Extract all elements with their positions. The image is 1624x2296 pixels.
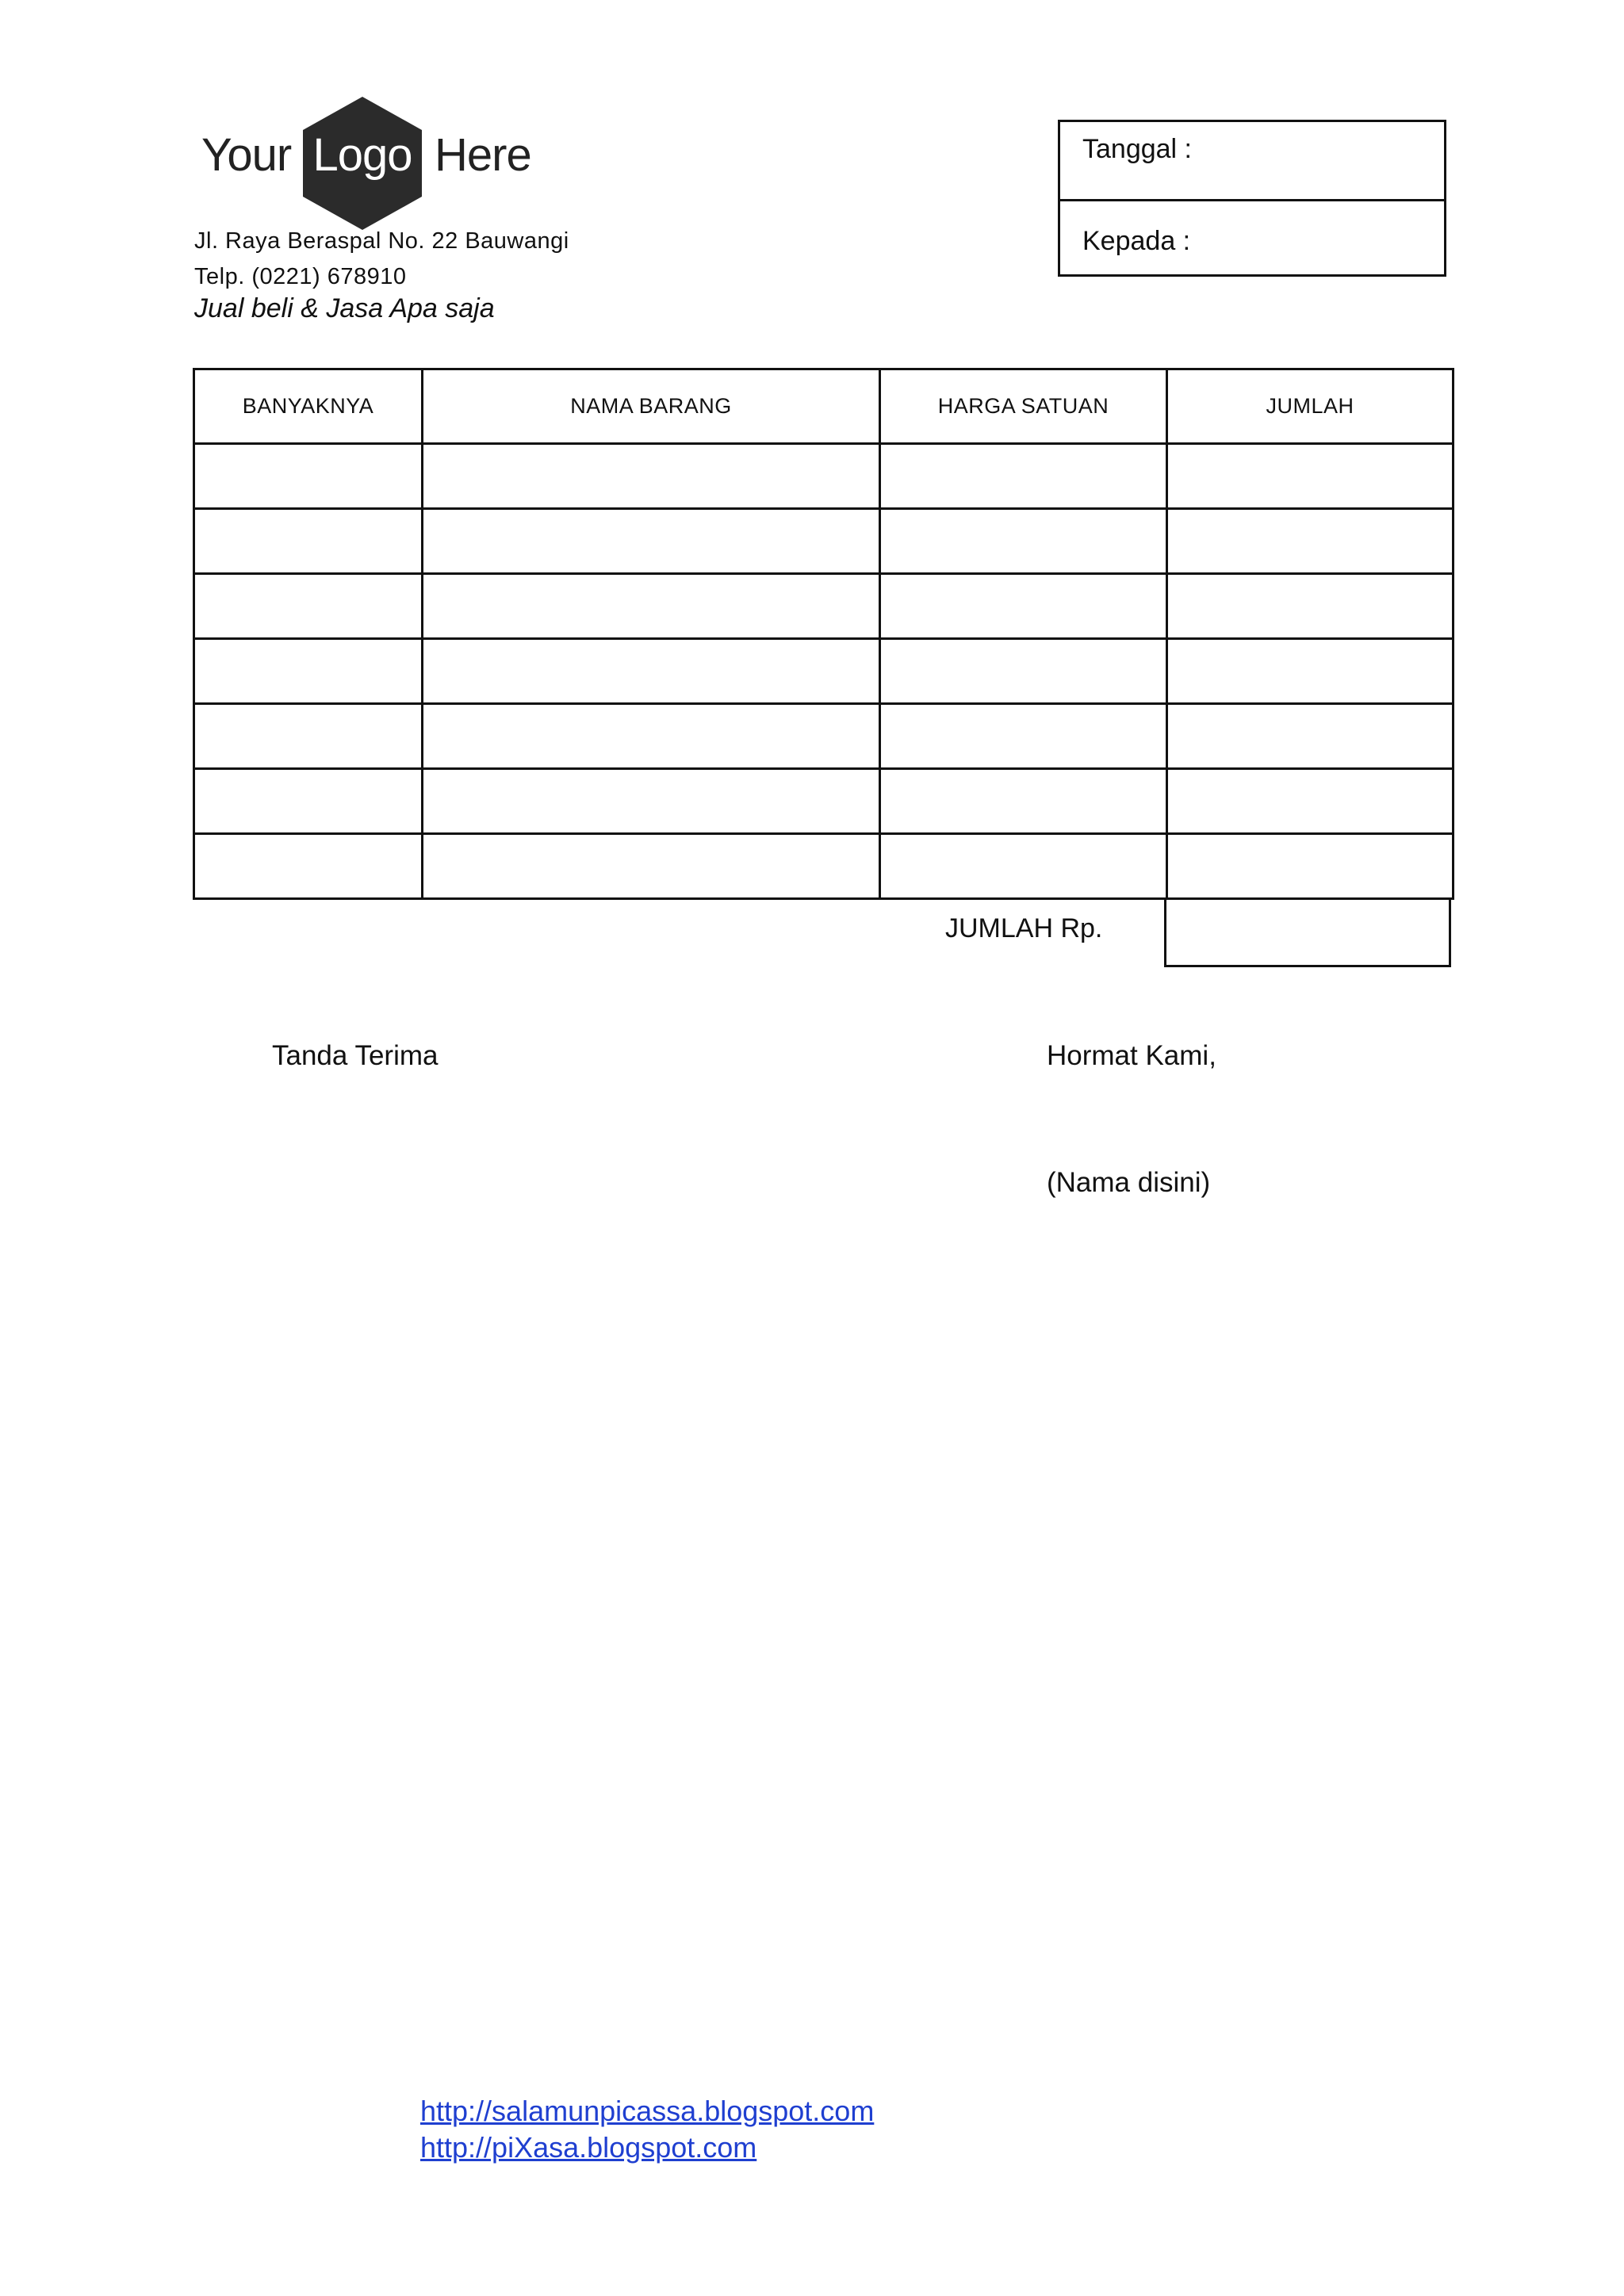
logo-word-left: Your [201,129,292,181]
date-label: Tanggal : [1082,134,1192,164]
cell-quantity[interactable] [194,769,423,834]
table-row [194,704,1454,769]
recipient-label: Kepada : [1082,226,1191,256]
header-unit-price: HARGA SATUAN [880,369,1167,444]
cell-item-name[interactable] [423,639,880,704]
cell-amount[interactable] [1167,704,1454,769]
sender-signature-label: Hormat Kami, [1047,1040,1216,1071]
company-address: Jl. Raya Beraspal No. 22 Bauwangi [194,228,569,254]
total-amount-field[interactable] [1164,899,1451,967]
cell-unit-price[interactable] [880,769,1167,834]
header-amount: JUMLAH [1167,369,1454,444]
cell-unit-price[interactable] [880,834,1167,899]
company-phone: Telp. (0221) 678910 [194,264,407,289]
date-field[interactable] [1060,122,1444,201]
cell-amount[interactable] [1167,639,1454,704]
footer-link-pixasa[interactable]: http://piXasa.blogspot.com [420,2131,757,2164]
logo-word-right: Here [435,129,531,181]
table-row [194,444,1454,509]
cell-quantity[interactable] [194,509,423,574]
cell-item-name[interactable] [423,574,880,639]
company-tagline: Jual beli & Jasa Apa saja [194,293,495,323]
header-quantity: BANYAKNYA [194,369,423,444]
cell-amount[interactable] [1167,509,1454,574]
cell-quantity[interactable] [194,444,423,509]
date-recipient-box [1058,120,1446,277]
cell-quantity[interactable] [194,704,423,769]
table-row [194,639,1454,704]
table-row [194,834,1454,899]
table-row [194,769,1454,834]
cell-quantity[interactable] [194,574,423,639]
cell-amount[interactable] [1167,574,1454,639]
receiver-signature-label: Tanda Terima [272,1040,439,1071]
cell-unit-price[interactable] [880,639,1167,704]
recipient-field[interactable] [1060,201,1444,277]
total-label: JUMLAH Rp. [945,913,1103,943]
cell-unit-price[interactable] [880,444,1167,509]
table-row [194,574,1454,639]
cell-item-name[interactable] [423,444,880,509]
cell-quantity[interactable] [194,834,423,899]
cell-quantity[interactable] [194,639,423,704]
items-table [193,368,1454,900]
footer-link-salamunpicassa[interactable]: http://salamunpicassa.blogspot.com [420,2095,875,2127]
cell-unit-price[interactable] [880,509,1167,574]
table-row [194,509,1454,574]
cell-amount[interactable] [1167,769,1454,834]
logo-word-center: Logo [312,129,412,181]
header-item-name: NAMA BARANG [423,369,880,444]
cell-item-name[interactable] [423,509,880,574]
cell-item-name[interactable] [423,834,880,899]
sender-name: (Nama disini) [1047,1167,1211,1198]
table-header-row [194,369,1454,444]
cell-amount[interactable] [1167,834,1454,899]
cell-unit-price[interactable] [880,704,1167,769]
cell-amount[interactable] [1167,444,1454,509]
cell-unit-price[interactable] [880,574,1167,639]
cell-item-name[interactable] [423,769,880,834]
company-logo [201,97,534,230]
cell-item-name[interactable] [423,704,880,769]
